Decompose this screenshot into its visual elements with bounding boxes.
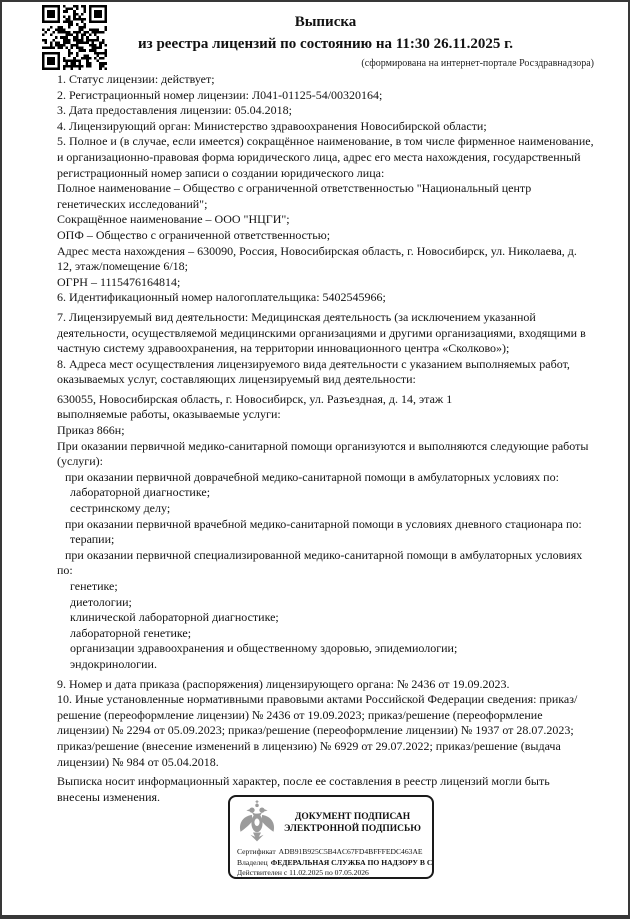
document-paragraph: ОПФ – Общество с ограниченной ответственностью; [57,227,331,242]
document-paragraph: Выписка носит информационный характер, после ее составления в реестр лицензий могли быть внесены изменения. [57,774,550,804]
document-paragraph: 4. Лицензирующий орган: Министерство здравоохранения Новосибирской области; [57,118,487,133]
document-paragraph: при оказании первичной доврачебной медико-санитарной помощи в амбулаторных условиях по: [65,469,559,484]
document-paragraph: диетологии; [70,594,132,609]
document-paragraph: лабораторной диагностике; [70,485,211,500]
document-paragraph: лабораторной генетике; [70,625,192,640]
stamp-header [230,797,432,847]
document-paragraph: генетике; [70,579,118,593]
document-paragraph: При оказании первичной медико-санитарной помощи организуются и выполняются следующие работы (услуги): [57,438,589,469]
document-paragraph: при оказании первичной врачебной медико-санитарной помощи в условиях дневного стационара по: [65,516,582,531]
document-paragraph: 630055, Новосибирская область, г. Новосибирск, ул. Разъездная, д. 14, этаж 1 [57,391,453,406]
stamp-certificate-line [230,847,432,858]
document-paragraph: сестринскому делу; [70,501,171,516]
document-paragraph: 6. Идентификационный номер налогоплательщика: 5402545966; [57,290,386,305]
document-paragraph: 2. Регистрационный номер лицензии: Л041-01125-54/00320164; [57,87,383,102]
document-paragraph: ОГРН – 1115476164814; [57,274,181,289]
stamp-validity-line: Действителен с 11.02.2025 по 07.05.2026 [237,868,369,877]
document-paragraph: 5. Полное и (в случае, если имеется) сокращённое наименование, в том числе фирменное наименование, и организационно-правовая форма юридического лица, адрес его места нахождения, государственный регистрационный номер записи о создании юридического лица: [57,134,594,180]
document-paragraph: 10. Иные установленные нормативными правовыми актами Российской Федерации сведения: приказ/решение (переоформление лицензии) № 2436 от 19.09.2023; приказ/решение (переоформление лицензии) № 2294 от 05.09.2023; приказ/решение (переоформление лицензии) № 1937 от 28.07.2023; приказ/решение (внесение изменений в лицензию) № 6929 от 29.07.2022; приказ/решение (выдача лицензии) № 984 от 05.04.2018. [57,692,578,769]
document-paragraph: 8. Адреса мест осуществления лицензируемого вида деятельности с указанием выполняемых работ, оказываемых услуг, составляющих лицензируемый вид деятельности: [57,356,570,387]
certificate-label: Сертификат [237,847,276,856]
formed-note: (сформирована на интернет-портале Росздравнадзора) [361,58,594,69]
document-paragraph: Полное наименование – Общество с ограниченной ответственностью "Национальный центр генетических исследований"; [57,181,532,211]
coat-of-arms-icon [235,800,279,846]
license-details [57,72,594,805]
document-paragraph: 3. Дата предоставления лицензии: 05.04.2018; [57,103,292,118]
document-paragraph: терапии; [70,532,115,547]
owner-label: Владелец [237,857,268,867]
document-paragraph: Сокращённое наименование – ООО "НЦГИ"; [57,212,290,227]
stamp-title [279,811,426,835]
stamp-title-line2: ЭЛЕКТРОННОЙ ПОДПИСЬЮ [283,824,421,834]
page-title-line2: из реестра лицензий по состоянию на 11:30 26.11.2025 г. [138,36,513,52]
electronic-signature-stamp [228,795,434,879]
document-paragraph: организации здравоохранения и общественному здоровью, эпидемиологии; [70,641,458,656]
certificate-value: ADB91B925C5B4AC67FD4BFFFEDC463AE [278,847,423,856]
document-paragraph: эндокринологии. [70,656,157,671]
document-paragraph: Приказ 866н; [57,423,125,438]
document-content [57,2,594,805]
document-paragraph: 9. Номер и дата приказа (распоряжения) лицензирующего органа: № 2436 от 19.09.2023. [57,676,510,691]
stamp-owner-line [230,858,432,869]
document-paragraph: 1. Статус лицензии: действует; [57,72,215,86]
document-paragraph: Адрес места нахождения – 630090, Россия, Новосибирская область, г. Новосибирск, ул. Николаева, д. 12, этаж/помещение 6/18; [57,243,577,274]
document-paragraph: 7. Лицензируемый вид деятельности: Медицинская деятельность (за исключением указанной деятельности, осуществляемой медицинскими организациями и другими организациями, входящими в частную систему здравоохранения, на территории инновационного центра «Сколково»); [57,309,586,356]
document-paragraph: выполняемые работы, оказываемые услуги: [57,407,281,422]
qr-code-icon [42,5,107,70]
document-paragraph: при оказании первичной специализированной медико-санитарной помощи в амбулаторных условиях по: [57,547,583,578]
owner-value: ФЕДЕРАЛЬНАЯ СЛУЖБА ПО НАДЗОРУ В С [270,857,432,867]
document-paragraph: клинической лабораторной диагностике; [70,610,279,625]
page-title: Выписка [294,14,357,30]
stamp-title-line1: ДОКУМЕНТ ПОДПИСАН [294,812,411,822]
